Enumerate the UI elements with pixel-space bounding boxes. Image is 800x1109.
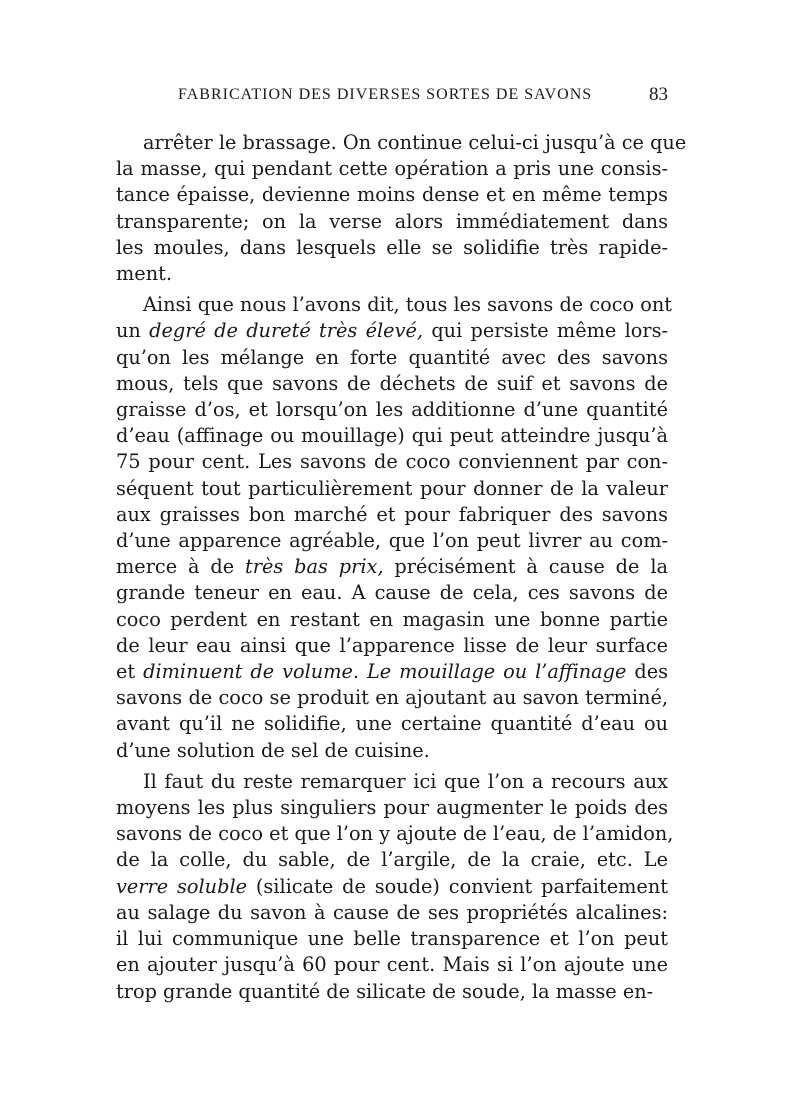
text-line (116, 130, 687, 156)
text-line (116, 554, 668, 580)
text-line (116, 292, 673, 318)
text-line (116, 423, 668, 449)
text-line (116, 633, 668, 659)
text-line (116, 926, 668, 952)
text-run: (silicate de soude) convient parfaitement (247, 874, 668, 898)
text-line (116, 397, 668, 423)
text-run: d’eau (affinage ou mouillage) qui peut atteindre jusqu’à (116, 424, 668, 448)
text-run: de la colle, du sable, de l’argile, de la craie, etc. Le (116, 848, 668, 872)
text-run: il lui communique une belle transparence et l’on peut (116, 927, 668, 951)
text-run: graisse d’os, et lorsqu’on les additionne d’une quantité (116, 398, 668, 422)
text-run: ment. (116, 262, 172, 286)
italic-text: très bas prix, (245, 555, 384, 579)
text-run: avant qu’il ne solidifie, une certaine quantité d’eau ou (116, 712, 668, 736)
text-run: Ainsi que nous l’avons dit, tous les savons de coco ont (143, 293, 673, 317)
text-line (116, 580, 668, 606)
text-run: précisément à cause de la (383, 555, 668, 579)
text-run: de leur eau ainsi que l’apparence lisse de leur surface (116, 633, 668, 657)
text-line (116, 502, 668, 528)
paragraph (116, 769, 674, 1005)
page-number: 83 (649, 84, 668, 105)
text-run: savons de coco et que l’on y ajoute de l’eau, de l’amidon, (116, 822, 674, 846)
text-line (116, 235, 668, 261)
text-run: aux graisses bon marché et pour fabriquer des savons (116, 502, 668, 526)
italic-text: verre soluble (116, 874, 248, 898)
italic-text: diminuent de volume. Le mouillage ou l’affinage (143, 660, 627, 684)
running-header (116, 78, 668, 108)
text-run: coco perdent en restant en magasin une bonne partie (116, 607, 668, 631)
text-line (116, 449, 668, 475)
text-line (116, 847, 668, 873)
text-line (116, 659, 668, 685)
text-line (116, 900, 668, 926)
text-run: et (116, 660, 144, 684)
text-run: des (626, 660, 668, 684)
paragraph (116, 292, 673, 764)
text-run: grande teneur en eau. A cause de cela, ces savons de (116, 581, 668, 605)
text-run: un (116, 319, 150, 343)
text-run: tance épaisse, devienne moins dense et en même temps (116, 183, 668, 207)
text-run: d’une solution de sel de cuisine. (116, 738, 430, 762)
text-run: d’une apparence agréable, que l’on peut livrer au com- (116, 529, 668, 553)
book-page (116, 78, 687, 1010)
text-line (116, 952, 668, 978)
text-line (116, 261, 668, 287)
text-line (116, 182, 668, 208)
text-run: les moules, dans lesquels elle se solidifie très rapide- (116, 235, 668, 259)
text-line (116, 318, 668, 344)
text-line (116, 607, 668, 633)
text-line (116, 528, 668, 554)
text-line (116, 979, 668, 1005)
text-run: en ajouter jusqu’à 60 pour cent. Mais si l’on ajoute une (116, 953, 668, 977)
text-line (116, 795, 668, 821)
text-run: Il faut du reste remarquer ici que l’on a recours aux (143, 769, 668, 793)
text-run: 75 pour cent. Les savons de coco conviennent par con- (116, 450, 668, 474)
text-run: moyens les plus singuliers pour augmenter le poids des (116, 796, 668, 820)
text-line (116, 156, 668, 182)
text-run: la masse, qui pendant cette opération a pris une consis- (116, 157, 668, 181)
text-line (116, 209, 668, 235)
text-line (116, 821, 674, 847)
text-line (116, 371, 668, 397)
text-run: arrêter le brassage. On continue celui-ci jusqu’à ce que (143, 131, 687, 154)
text-run: transparente; on la verse alors immédiatement dans (116, 209, 668, 233)
text-line (116, 738, 668, 764)
body-text (116, 130, 687, 1005)
text-run: qu’on les mélange en forte quantité avec des savons (116, 345, 668, 369)
paragraph (116, 130, 687, 287)
text-line (116, 476, 668, 502)
text-line (116, 345, 668, 371)
text-run: merce à de (116, 555, 246, 579)
text-line (116, 874, 668, 900)
italic-text: degré de dureté très élevé, (149, 319, 424, 343)
text-run: trop grande quantité de silicate de soude, la masse en- (116, 979, 654, 1003)
text-run: savons de coco se produit en ajoutant au savon terminé, (116, 686, 668, 710)
text-run: au salage du savon à cause de ses propriétés alcalines: (116, 900, 668, 924)
text-run: séquent tout particulièrement pour donner de la valeur (116, 476, 668, 500)
text-run: mous, tels que savons de déchets de suif et savons de (116, 371, 668, 395)
text-run: qui persiste même lors- (423, 319, 669, 343)
text-line (116, 685, 668, 711)
running-title: FABRICATION DES DIVERSES SORTES DE SAVONS (178, 86, 593, 103)
text-line (116, 711, 668, 737)
text-line (116, 769, 668, 795)
